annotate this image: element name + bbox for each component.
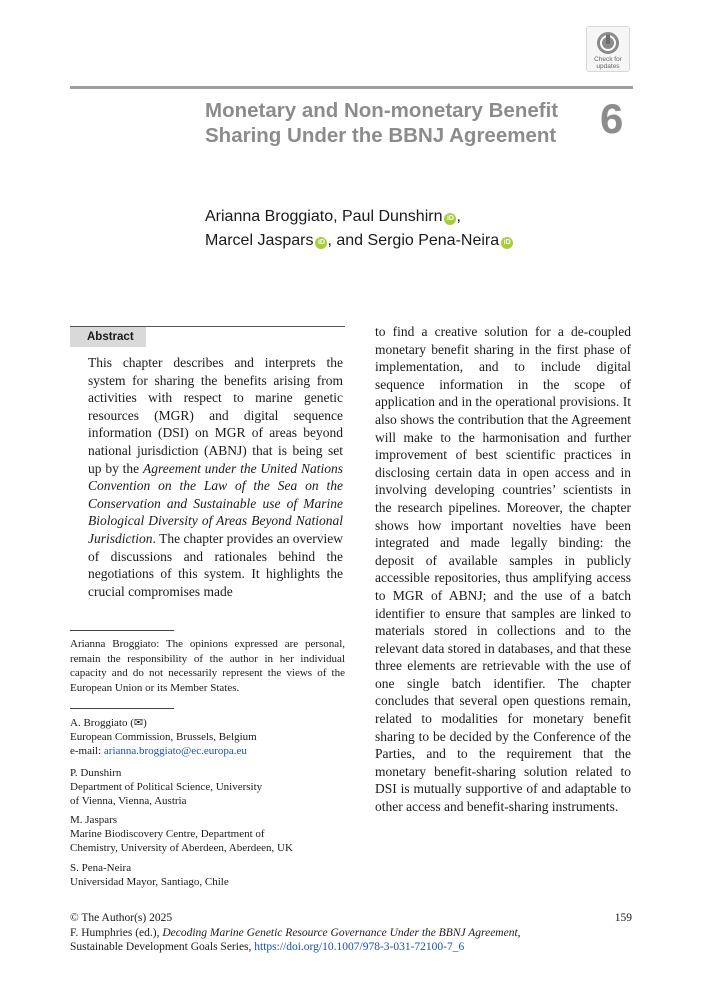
affiliation-author: P. Dunshirn xyxy=(70,767,122,779)
author-list xyxy=(205,205,635,253)
affiliation-jaspars xyxy=(70,813,345,855)
affiliation-author-end: ) xyxy=(143,717,147,729)
agreement-title: Agreement under the United Nations Convention on the Law of the Sea on the Conservation and Sustainable use of Marine Biological Diversity of Areas Beyond National Jurisdiction xyxy=(88,460,344,546)
affiliation-line: Chemistry, University of Aberdeen, Aberdeen, UK xyxy=(70,842,293,854)
series-name: Sustainable Development Goals Series, xyxy=(70,941,255,954)
abstract-text-right: to find a creative solution for a de-coupled monetary benefit sharing in the first phase of implementation, and to include digital sequence information in the scope of application and in the operational provisions. It also shows the contribution that the Agreement will make to the harmonisation and further improvement of best scientific practices in disclosing certain data in open access and in involving developing countries’ scientists in the research pipelines. Moreover, the chapter shows how important novelties have been integrated and made legally binding: the deposit of available samples in publicly accessible repositories, thus amplifying access to MGR of ABNJ; and the use of a batch identifier to ensure that samples are linked to materials stored in collections and to the relevant data stored in databases, and that these three elements are retrievable with the use of one single batch identifier. The chapter concludes that several open questions remain, related to modalities for monetary benefit sharing to be decided by the Conference of the Parties, and to the requirement that the monetary benefit-sharing solution related to DSI is mutually supportive of and adaptable to other access and benefit-sharing instruments. xyxy=(375,324,631,815)
check-for-updates-badge[interactable] xyxy=(586,26,630,72)
author-name: Paul Dunshirn xyxy=(341,208,443,225)
affiliation-line: of Vienna, Vienna, Austria xyxy=(70,795,187,807)
abstract-text: . The chapter provides an overview of discussions and rationales behind the negotiations of this system. It highlights the crucial compromises made xyxy=(88,530,343,599)
orcid-icon[interactable]: iD xyxy=(501,237,513,249)
email-link[interactable]: arianna.broggiato@ec.europa.eu xyxy=(103,745,247,757)
affiliation-author: M. Jaspars xyxy=(70,814,118,826)
abstract-text-left xyxy=(88,354,343,600)
doi-link[interactable]: https://doi.org/10.1007/978-3-031-72100-7_6 xyxy=(254,941,465,954)
abstract-text: This chapter describes and interprets the system for sharing the benefits arising from activities with respect to marine genetic resources (MGR) and digital sequence information (DSI) on MGR of areas beyond national jurisdiction (ABNJ) that is being set up by the xyxy=(88,355,343,476)
copyright: © The Author(s) 2025 xyxy=(70,912,173,924)
affiliation-dunshirn xyxy=(70,766,345,808)
author-name: Sergio Pena-Neira xyxy=(367,232,500,249)
affiliation-rule xyxy=(70,708,174,709)
check-updates-icon xyxy=(596,31,620,55)
author-separator: , and xyxy=(327,232,368,249)
author-name: Marcel Jaspars xyxy=(205,232,314,249)
orcid-icon[interactable]: iD xyxy=(444,213,456,225)
email-label: e-mail: xyxy=(70,745,104,757)
affiliation-broggiato xyxy=(70,716,345,758)
bottom-matter xyxy=(70,911,633,955)
header-rule xyxy=(70,86,633,89)
citation-editor: F. Humphries (ed.), xyxy=(70,926,163,939)
badge-line-1: Check for xyxy=(594,56,622,63)
mail-icon[interactable]: ✉ xyxy=(133,717,144,729)
abstract-label: Abstract xyxy=(70,327,146,347)
affiliation-line: Marine Biodiscovery Centre, Department of xyxy=(70,828,265,840)
chapter-number: 6 xyxy=(600,95,624,142)
citation-punct: , xyxy=(517,926,521,939)
footnote: Arianna Broggiato: The opinions expressed are personal, remain the responsibility of the author in her individual capacity and do not necessarily represent the views of the European Union or its Member States. xyxy=(70,638,345,694)
affiliation-line: Department of Political Science, University xyxy=(70,781,263,793)
author-separator: , xyxy=(333,208,342,225)
affiliation-line: European Commission, Brussels, Belgium xyxy=(70,731,257,743)
book-title: Decoding Marine Genetic Resource Governance Under the BBNJ Agreement xyxy=(162,926,518,939)
author-separator: , xyxy=(456,208,461,225)
chapter-title: Monetary and Non-monetary Benefit Sharing Under the BBNJ Agreement xyxy=(205,99,559,147)
orcid-icon[interactable]: iD xyxy=(315,237,327,249)
footnote-rule xyxy=(70,630,174,631)
badge-line-2: updates xyxy=(596,63,620,70)
affiliation-author: S. Pena-Neira xyxy=(70,862,132,874)
page-number: 159 xyxy=(614,912,632,924)
author-name: Arianna Broggiato xyxy=(205,208,334,225)
affiliation-author: A. Broggiato ( xyxy=(70,717,134,729)
affiliation-line: Universidad Mayor, Santiago, Chile xyxy=(70,876,229,888)
affiliation-pena-neira xyxy=(70,861,345,889)
